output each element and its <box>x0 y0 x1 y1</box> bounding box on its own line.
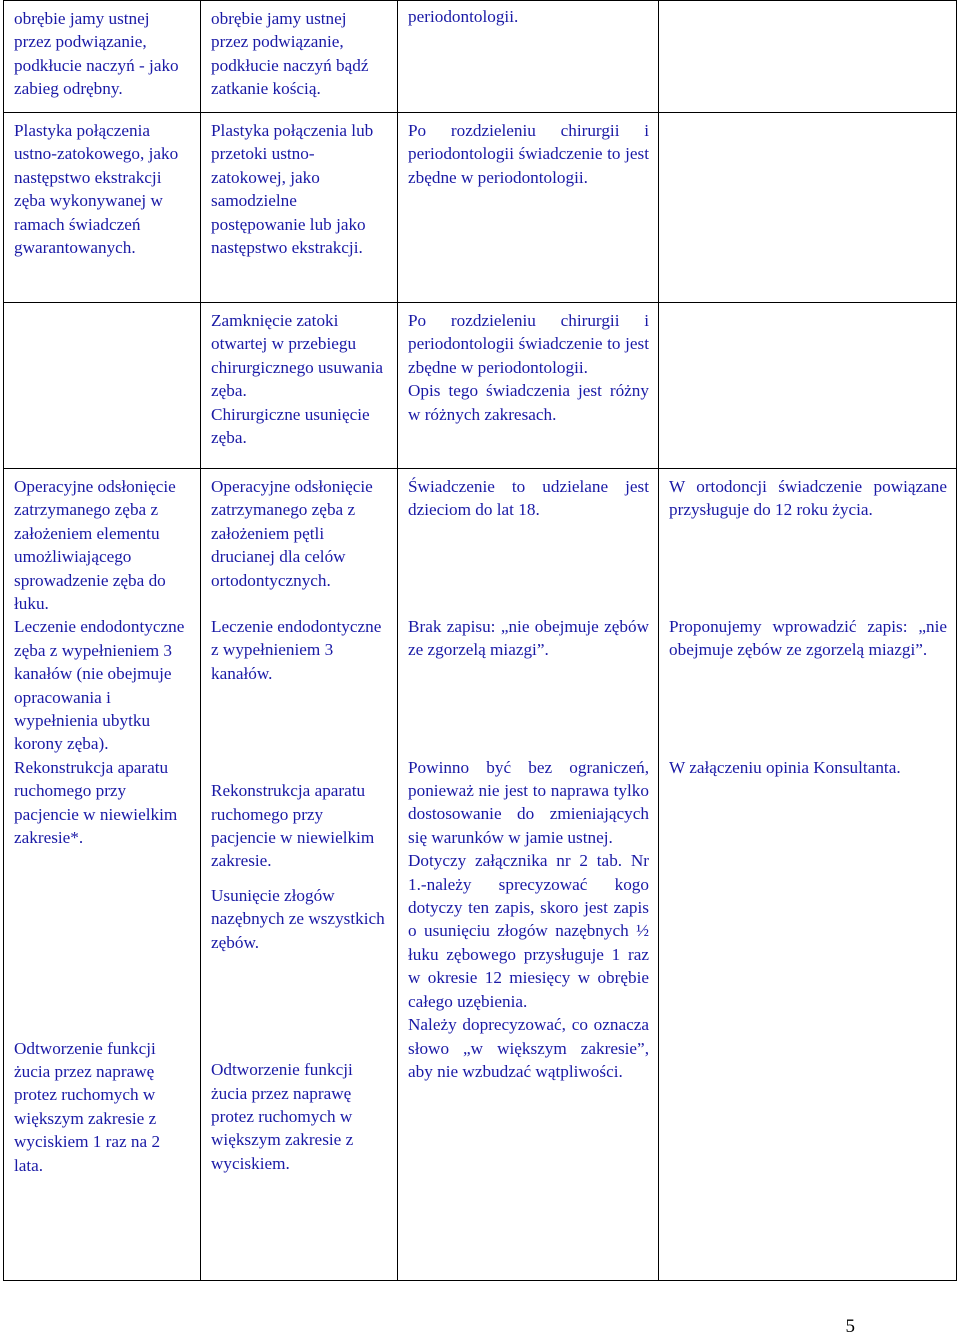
table-cell <box>201 113 398 303</box>
cell-text: Plastyka połączenia lub przetoki ustno-zatokowej, jako samodzielne postępowanie lub jako następstwo ekstrakcji. <box>211 121 374 258</box>
cell-text: Dotyczy załącznika nr 2 tab. Nr 1.-należy sprecyzować kogo dotyczy ten zapis, skoro jest zapis o usunięciu złogów nazębnych ½ łuku zębowego przysługuje 1 raz w okresie 12 miesięcy w obrębie całego uzębienia. <box>408 851 649 1011</box>
cell-text: Powinno być bez ograniczeń, ponieważ nie jest to naprawa tylko dostosowanie do zmieniających się warunków w jamie ustnej. <box>408 757 649 847</box>
cell-text: Chirurgiczne usunięcie zęba. <box>211 404 370 448</box>
table-cell <box>398 113 659 303</box>
table-row <box>4 303 957 469</box>
table-cell <box>659 303 957 469</box>
table-cell <box>398 469 659 1281</box>
page-number: 5 <box>845 1316 855 1337</box>
cell-text: Usunięcie złogów nazębnych ze wszystkich zębów. <box>211 885 385 952</box>
table-cell <box>398 1 659 113</box>
cell-text: Operacyjne odsłonięcie zatrzymanego zęba z założeniem elementu umożliwiającego sprowadzenie zęba do łuku. <box>14 477 176 614</box>
cell-text: Leczenie endodontyczne z wypełnieniem 3 kanałów. <box>211 617 382 683</box>
cell-text: periodontologii. <box>408 7 519 26</box>
cell-text: Odtworzenie funkcji żucia przez naprawę protez ruchomych w większym zakresie z wyciskiem. <box>211 1060 354 1173</box>
table-row <box>4 1 957 113</box>
spacer <box>408 662 649 756</box>
cell-text: Leczenie endodontyczne zęba z wypełnieniem 3 kanałów (nie obejmuje opracowania i wypełnienia ubytku korony zęba). <box>14 617 185 754</box>
table-cell <box>4 469 201 1281</box>
spacer <box>14 850 191 1037</box>
table-cell <box>4 113 201 303</box>
cell-text: Po rozdzieleniu chirurgii i periodontologii świadczenie to jest zbędne w periodontologii. <box>408 311 649 377</box>
table-cell <box>659 469 957 1281</box>
cell-text: Proponujemy wprowadzić zapis: „nie obejmuje zębów ze zgorzelą miazgi”. <box>669 616 947 660</box>
table-cell <box>398 303 659 469</box>
table-cell <box>201 1 398 113</box>
table-cell <box>201 303 398 469</box>
document-page <box>3 0 956 1280</box>
table-cell <box>201 469 398 1281</box>
spacer <box>408 522 649 615</box>
cell-text: Po rozdzieleniu chirurgii i periodontologii świadczenie to jest zbędne w periodontologii. <box>408 121 649 187</box>
cell-text: Brak zapisu: „nie obejmuje zębów ze zgorzelą miazgi”. <box>408 616 649 660</box>
spacer <box>211 954 388 1058</box>
table-row <box>4 469 957 1281</box>
cell-text: W załączeniu opinia Konsultanta. <box>669 757 901 777</box>
table-cell <box>659 1 957 113</box>
comparison-table <box>3 0 957 1281</box>
cell-text: Rekonstrukcja aparatu ruchomego przy pacjencie w niewielkim zakresie. <box>211 781 375 871</box>
cell-text: Świadczenie to udzielane jest dzieciom do lat 18. <box>408 477 649 520</box>
table-row <box>4 113 957 303</box>
spacer <box>211 873 388 884</box>
spacer <box>669 662 947 756</box>
spacer <box>211 592 388 615</box>
cell-text: Opis tego świadczenia jest różny w różnych zakresach. <box>408 381 649 424</box>
cell-text: Zamknięcie zatoki otwartej w przebiegu chirurgicznego usuwania zęba. <box>211 311 383 401</box>
table-cell <box>4 303 201 469</box>
table-cell <box>659 113 957 303</box>
cell-text: W ortodoncji świadczenie powiązane przysługuje do 12 roku życia. <box>669 477 947 520</box>
cell-text: obrębie jamy ustnej przez podwiązanie, podkłucie naczyń - jako zabieg odrębny. <box>14 9 179 99</box>
spacer <box>211 685 388 779</box>
cell-text: Rekonstrukcja aparatu ruchomego przy pacjencie w niewielkim zakresie*. <box>14 757 178 848</box>
cell-text: Plastyka połączenia ustno-zatokowego, jako następstwo ekstrakcji zęba wykonywanej w ramach świadczeń gwarantowanych. <box>14 121 179 258</box>
table-cell <box>4 1 201 113</box>
spacer <box>669 522 947 615</box>
cell-text: Odtworzenie funkcji żucia przez naprawę protez ruchomych w większym zakresie z wyciskiem 1 raz na 2 lata. <box>14 1038 161 1175</box>
cell-text: Należy doprecyzować, co oznacza słowo „w większym zakresie”, aby nie wzbudzać wątpliwości. <box>408 1015 649 1081</box>
cell-text: obrębie jamy ustnej przez podwiązanie, podkłucie naczyń bądź zatkanie kością. <box>211 9 369 99</box>
cell-text: Operacyjne odsłonięcie zatrzymanego zęba z założeniem pętli drucianej dla celów ortodontycznych. <box>211 477 373 590</box>
